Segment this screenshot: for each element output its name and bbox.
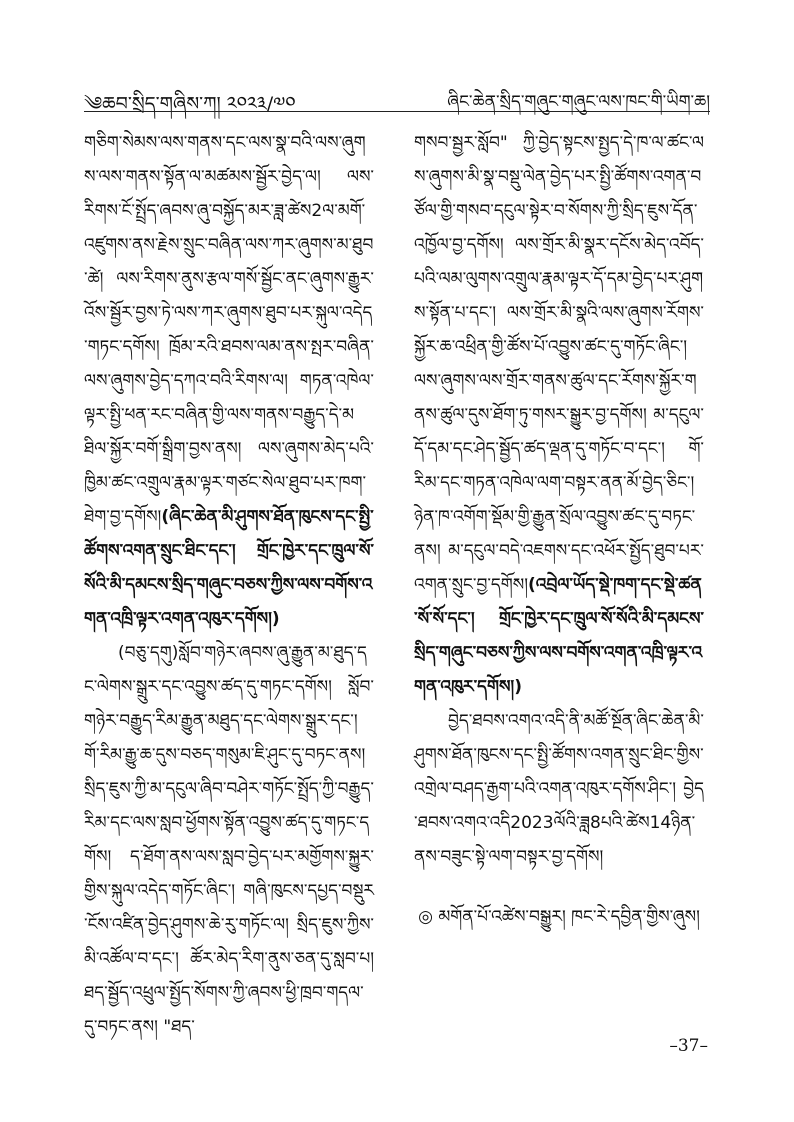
section-title: ཞིང་ཆེན་སྲིད་གཞུང་གཞུང་ལས་ཁང་གི་ཡིག་ཆ། [447,92,710,112]
left-column [84,126,374,1044]
translator-credit: ◎ མགོན་པོ་འཚེས་བསྒྱུར། ཁང་རེ་དབྱིན་གྱིས་ཞུས། [418,907,700,927]
header-rule [84,111,710,112]
right-paragraph-2: བྱེད་ཐབས་འགའ་འདི་ནི་མཚོ་སྔོན་ཞིང་ཆེན་མི་ཤུགས་ཐོན་ཁུངས་དང་སྤྱི་ཚོགས་འགན་སྲུང་ཐིང་གྱིས་འགྲེལ་བཤད་རྒྱག་པའི་འགན་འཁུར་དགོས་ཤིང་། བྱེད་ཐབས་འགའ་འདི2023ལོའི་ཟླ8པའི་ཚེས14ཉིན་ནས་བཟུང་སྟེ་ལག་བསྟར་བྱ་དགོས། [414,711,704,867]
page-header [84,78,710,115]
left-paragraph-1-text: གཅིག་སེམས་ལས་གནས་དང་ལས་སྣ་བའི་ལས་ཞུགས་ལས་གནས་སྟོན་ལ་མཚམས་སྦྱོར་བྱེད་ལ། ལས་རིགས་ངོ་སྤྲོད་ཞབས་ཞུ་བསྐྱོད་མར་ཟླ་ཚེས2ལ་མགོ་འཛུགས་ནས་རྗེས་སྲུང་བཞིན་ལས་ཀར་ཞུགས་མ་ཐུབ་ཚེ། ལས་རིགས་ནུས་རྩལ་གསོ་སྦྱོང་ནང་ཞུགས་རྒྱུར་འོས་སྦྱོར་བྱས་ཏེ་ལས་ཀར་ཞུགས་ཐུབ་པར་སྐུལ་འདེད་གཏང་དགོས། ཁྲོམ་རའི་ཐབས་ལམ་ནས་སྤར་བཞིན་ལས་ཞུགས་བྱེད་དཀའ་བའི་རིགས་ལ། གཏན་འཁེལ་ལྟར་སྤྱི་ཕན་རང་བཞིན་གྱི་ལས་གནས་བརྒྱུད་དེ་མཐིལ་སྐྱོར་བགོ་སྒྲིག་བྱས་ནས། ལས་ཞུགས་མེད་པའི་ཁྱིམ་ཚང་འགྲུལ་རྣམ་ལྟར་གཙང་སེལ་ཐུབ་པར་ཁག་ཐེག་བྱ་དགོས། [84,133,374,527]
journal-title: ༄ཆབ་སྲིད་གཞིས་ཀ། ༢༠༢༣/༧༠ [84,93,296,115]
page-number: –37– [669,1036,708,1056]
left-paragraph-2: (བཅུ་དགུ)སློབ་གཉེར་ཞབས་ཞུ་རྒྱུན་མ་ཐུད་དང་ལེགས་སྒྲུར་དང་འབྱུས་ཚད་དུ་གཏང་དགོས། སློབ་གཉེར་བརྒྱུད་རིམ་རྒྱུན་མཐུད་དང་ལེགས་སྒྲུར་དང་། གོ་རིམ་རྒྱུ་ཆ་དུས་བཅད་གསུམ་ཇི་ཤུང་དུ་བཏང་ནས། སྲིད་ཇུས་ཀྱི་མ་དངུལ་ཞིབ་བཤེར་གཏོང་སྤྲོད་ཀྱི་བརྒྱུད་རིམ་དང་ལས་སླབ་ཕྱོགས་སྟོན་འབྱུས་ཚད་དུ་གཏང་དགོས། ད་ཐོག་ནས་ལས་སླབ་བྱེད་པར་མགྱོགས་སྐྱུར་གྱིས་སྐུལ་འདེད་གཏོང་ཞིང་། གཞི་ཁུངས་དཔྱད་བསྡུར་ངོས་འཛིན་བྱེད་ཤུགས་ཆེ་རུ་གཏོང་ལ། སྲིད་ཇུས་ཀྱིས་མི་འཚོལ་བ་དང་། ཚོར་མེད་རིག་ནུས་ཅན་དུ་སླབ་པ། ཐད་སྦྱོད་འཕྲུལ་སྤྱོད་སོགས་ཀྱི་ཞབས་ཕྱི་ཁྲབ་གདལ་དུ་བཏང་ནས། "ཐད་ [84,643,374,1037]
left-responsibility-note: (ཞིང་ཆེན་མི་ཤུགས་ཐོན་ཁུངས་དང་སྤྱི་ཚོགས་འགན་སྲུང་ཐིང་དང་། གྲོང་ཁྱེར་དང་ཁྲུལ་སོ་སོའི་མི་དམངས་སྲིད་གཞུང་བཅས་ཀྱིས་ལས་བགོས་འགན་འཁྲི་ལྟར་འགན་འཁུར་དགོས།) [84,507,374,629]
right-paragraph-1 [414,126,704,704]
right-responsibility-note: (འབྲེལ་ཡོད་སྡེ་ཁག་དང་སྡེ་ཚན་སོ་སོ་དང་། གྲོང་ཁྱེར་དང་ཁྲུལ་སོ་སོའི་མི་དམངས་སྲིད་གཞུང་བཅས་ཀྱིས་ལས་བགོས་འགན་འཁྲི་ལྟར་འགན་འཁུར་དགོས།) [414,575,704,697]
right-paragraph-1-text: གསབ་སྦྱར་སློབ" ཀྱི་བྱེད་སྟངས་སྤྱད་དེ་ཁ་ལ་ཚང་ལས་ཞུགས་མི་སྣ་བསྡུ་ལེན་བྱེད་པར་སྤྱི་ཚོགས་འགན་བཙོལ་གྱི་གསབ་དངུལ་སྟེར་བ་སོགས་ཀྱི་སྲིད་ཇུས་དོན་འཁྱོལ་བྱ་དགོས། ལས་གྲོར་མི་སྣར་དངོས་མེད་འབོད་པའི་ལམ་ལུགས་འགྲུལ་རྣམ་ལྟར་དོ་དམ་བྱེད་པར་ཤུགས་སྟོན་པ་དང་། ལས་གྲོར་མི་སྣའི་ལས་ཞུགས་རོགས་སྐྱོར་ཆ་འཕྲིན་གྱི་ཚོས་པོ་འབྱུས་ཚང་དུ་གཏོང་ཞིང་། ལས་ཞུགས་ལས་གྲོར་གནས་ཚུལ་དང་རོགས་སྐྱོར་གནས་ཚུལ་དུས་ཐོག་ཏུ་གསར་སྒྱུར་བྱ་དགོས། མ་དངུལ་དོ་དམ་དང་ཤེད་སྦྱོད་ཚད་ལྡན་དུ་གཏོང་བ་དང་། གོ་རིམ་དང་གཏན་འཁེལ་ལག་བསྟར་ནན་མོ་བྱེད་ཅིང་། ཉེན་ཁ་འགོག་སྡོམ་གྱི་རྒྱུན་སྲོལ་འབྱུས་ཚང་དུ་བཏང་ནས། མ་དངུལ་བདེ་འཇགས་དང་འཕོར་སྤྱོད་ཐུབ་པར་འགན་སྲུང་བྱ་དགོས། [414,133,704,595]
left-paragraph-1 [84,126,374,636]
right-column [414,126,704,934]
